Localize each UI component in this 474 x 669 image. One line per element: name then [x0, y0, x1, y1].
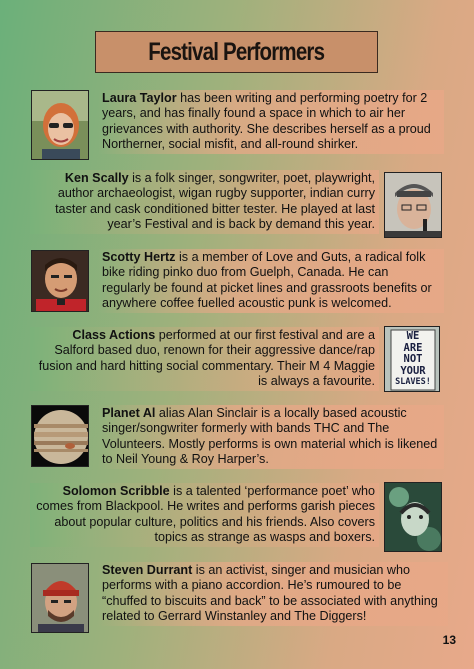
photo-laura-taylor	[31, 90, 89, 160]
performer-name: Class Actions	[72, 328, 156, 342]
performer-name: Ken Scally	[64, 171, 129, 185]
performer-name: Steven Durrant	[102, 563, 193, 577]
bio-ken-scally	[30, 170, 379, 234]
photo-class-actions-sign	[384, 326, 440, 392]
performer-name: Solomon Scribble	[62, 484, 170, 498]
performer-text: is a member of Love and Guts, a radical folk bike riding pinko duo from Guelph, Canada. He can regularly be found at picket lines and grassroots benefits or anywhere coffee fuelled acoustic punk is welcomed.	[102, 250, 432, 311]
bio-solomon-scribble	[30, 483, 379, 547]
photo-steven-durrant	[31, 563, 89, 633]
photo-scotty-hertz	[31, 250, 89, 312]
performer-text: is a folk singer, songwriter, poet, playwright, author archaeologist, wigan rugby supporter, indian curry taster and cask conditioned bitter tester. He played at last year’s Festival and is back by demand this year.	[55, 171, 375, 232]
bio-scotty-hertz	[98, 249, 444, 313]
bio-laura-taylor	[98, 90, 444, 154]
performer-name: Laura Taylor	[102, 91, 177, 105]
protest-sign-text: WE ARE NOT YOUR SLAVES!	[395, 330, 431, 387]
bio-class-actions	[30, 327, 379, 391]
performer-name: Planet Al	[102, 406, 156, 420]
photo-solomon-scribble	[384, 482, 442, 552]
page-number: 13	[442, 633, 456, 647]
performer-name: Scotty Hertz	[102, 250, 176, 264]
performer-text: alias Alan Sinclair is a locally based acoustic singer/songwriter formerly with bands THC and The Volunteers. Mostly performs is own material which is likened to Neil Young & Roy Harper’s.	[102, 406, 438, 467]
performer-text: is a talented ‘performance poet’ who comes from Blackpool. He writes and performs garish pieces about popular culture, politics and his friends. Also covers topics as strange as wasps and boxers.	[36, 484, 375, 545]
bio-planet-al	[98, 405, 444, 469]
photo-planet-al	[31, 405, 89, 467]
performer-text: performed at our first festival and are a Salford based duo, renown for their aggressive dance/rap fusion and hard hitting social commentary. Their M 4 Maggie is always a favourite.	[38, 328, 375, 389]
photo-ken-scally	[384, 172, 442, 238]
title-box	[95, 31, 378, 73]
page-title: Festival Performers	[148, 37, 325, 66]
performer-text: is an activist, singer and musician who performs with a piano accordion. He’s rumoured to be “chuffed to biscuits and back” to be associated with anything related to Gerrard Winstanley and The Diggers!	[102, 563, 438, 624]
bio-steven-durrant	[98, 562, 448, 626]
performer-text: has been writing and performing poetry for 2 years, and has finally found a space in which to air her grievances with authority. She describes herself as a proud Northerner, social misfit, and all-round shirker.	[102, 91, 431, 152]
